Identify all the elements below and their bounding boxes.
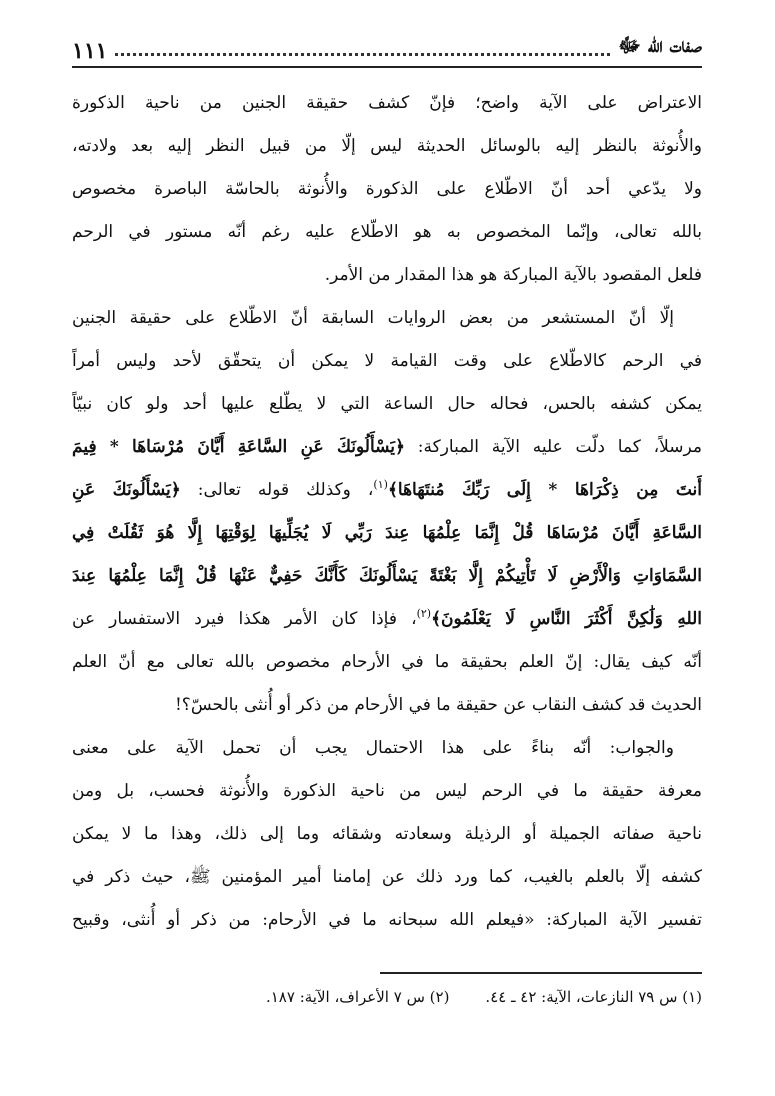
text-line: بالله تعالى، وإنّما المخصوص به هو الاطّلاع عليه رغم أنّه مستور في الرحم: [72, 222, 702, 242]
text-line: ناحية صفاته الجميلة أو الرذيلة وسعادته وشقائه وما إلى ذلك، وهذا ما لا يمكن: [72, 824, 702, 844]
text-line: تفسير الآية المباركة: «فيعلم الله سبحانه ما في الأرحام: من ذكر أو أُنثى، وقبيح: [72, 910, 702, 930]
quran-quote-line: السَّاعَةِ أَيَّانَ مُرْسَاهَا قُلْ إِنَّمَا عِلْمُهَا عِندَ رَبِّي لَا يُجَلِّيهَا لِوَقْتِهَا إِلَّا هُوَ ثَقُلَتْ فِي: [72, 523, 702, 543]
footnote-rule: [380, 972, 702, 974]
text-segment: وكذلك قوله تعالى:: [197, 480, 351, 500]
separator: ،: [350, 480, 374, 500]
text-line: معرفة حقيقة ما في الرحم ليس من ناحية الذكورة والأُنوثة فحسب، بل ومن: [72, 781, 702, 801]
text-line: في الرحم كالاطّلاع على وقت القيامة لا يمكن أن يتحقّق لأحد وليس أمراً: [72, 351, 702, 371]
page-number: ١١١: [72, 38, 108, 64]
text-line: يمكن كشفه بالحس، فحاله حال الساعة التي لا يطّلع عليها أحد ولو كان نبيّاً: [72, 394, 702, 414]
header-dot-leader: [115, 53, 610, 56]
text-line: والأُنوثة بالنظر إليه بالوسائل الحديثة ليس إلّا من قبيل النظر إليه بعد ولادته،: [72, 136, 702, 156]
quran-quote: أَنتَ مِن ذِكْرَاهَا * إِلَى رَبِّكَ مُنتَهَاهَا﴾: [387, 480, 702, 500]
footnote-1: (١) س ٧٩ النازعات، الآية: ٤٢ ـ ٤٤.: [485, 988, 702, 1006]
footnote-marker-1: (١): [373, 478, 388, 491]
text-segment: فإذا كان الأمر هكذا فيرد الاستفسار عن: [72, 609, 397, 629]
chapter-title: صفات الله ﷻ: [618, 33, 702, 57]
text-line: ولا يدّعي أحد أنّ الاطّلاع على الذكورة والأُنوثة بالحاسّة الباصرة مخصوص: [72, 179, 702, 199]
text-line: أنّه كيف يقال: إنّ العلم بحقيقة ما في الأرحام مخصوص بالله تعالى مع أنّ العلم: [72, 652, 702, 672]
text-line: والجواب: أنّه بناءً على هذا الاحتمال يجب أن تحمل الآية على معنى: [72, 738, 674, 758]
quran-quote-line: السَّمَاوَاتِ وَالْأَرْضِ لَا تَأْتِيكُمْ إِلَّا بَغْتَةً يَسْأَلُونَكَ كَأَنَّكَ حَفِيٌّ عَنْهَا قُلْ إِنَّمَا عِلْمُهَا عِندَ: [72, 566, 702, 586]
quran-quote: ﴿يَسْأَلُونَكَ عَنِ السَّاعَةِ أَيَّانَ مُرْسَاهَا * فِيمَ: [72, 437, 405, 457]
running-header: [72, 30, 702, 66]
quran-quote: اللهِ وَلَٰكِنَّ أَكْثَرَ النَّاسِ لَا يَعْلَمُونَ﴾: [431, 609, 702, 629]
text-segment: مرسلاً، كما دلّت عليه الآية المباركة:: [417, 437, 702, 457]
text-line: فلعل المقصود بالآية المباركة هو هذا المقدار من الأمر.: [324, 265, 702, 285]
text-line-with-quote: [72, 598, 702, 641]
text-line: الحديث قد كشف النقاب عن حقيقة ما في الأرحام من ذكر أو أُنثى بالحسّ؟!: [174, 695, 702, 715]
text-line: إلّا أنّ المستشعر من بعض الروايات السابقة أنّ الاطّلاع على حقيقة الجنين: [72, 308, 674, 328]
footnote-2: (٢) س ٧ الأعراف، الآية: ١٨٧.: [265, 988, 450, 1006]
text-line-with-quote: [72, 426, 702, 469]
text-line-with-quote: [72, 469, 702, 512]
header-rule: [72, 66, 702, 68]
footnote-marker-2: (٢): [416, 607, 432, 620]
text-line: الاعتراض على الآية واضح؛ فإنّ كشف حقيقة الجنين من ناحية الذكورة: [72, 93, 702, 113]
text-line: كشفه إلّا بالعلم بالغيب، كما ورد ذلك عن إمامنا أمير المؤمنين ﷺ، حيث ذكر في: [72, 867, 702, 887]
footnotes: [72, 988, 712, 1006]
quran-quote: ﴿يَسْأَلُونَكَ عَنِ: [72, 480, 181, 500]
main-text: [72, 82, 702, 942]
separator: ،: [396, 609, 417, 629]
